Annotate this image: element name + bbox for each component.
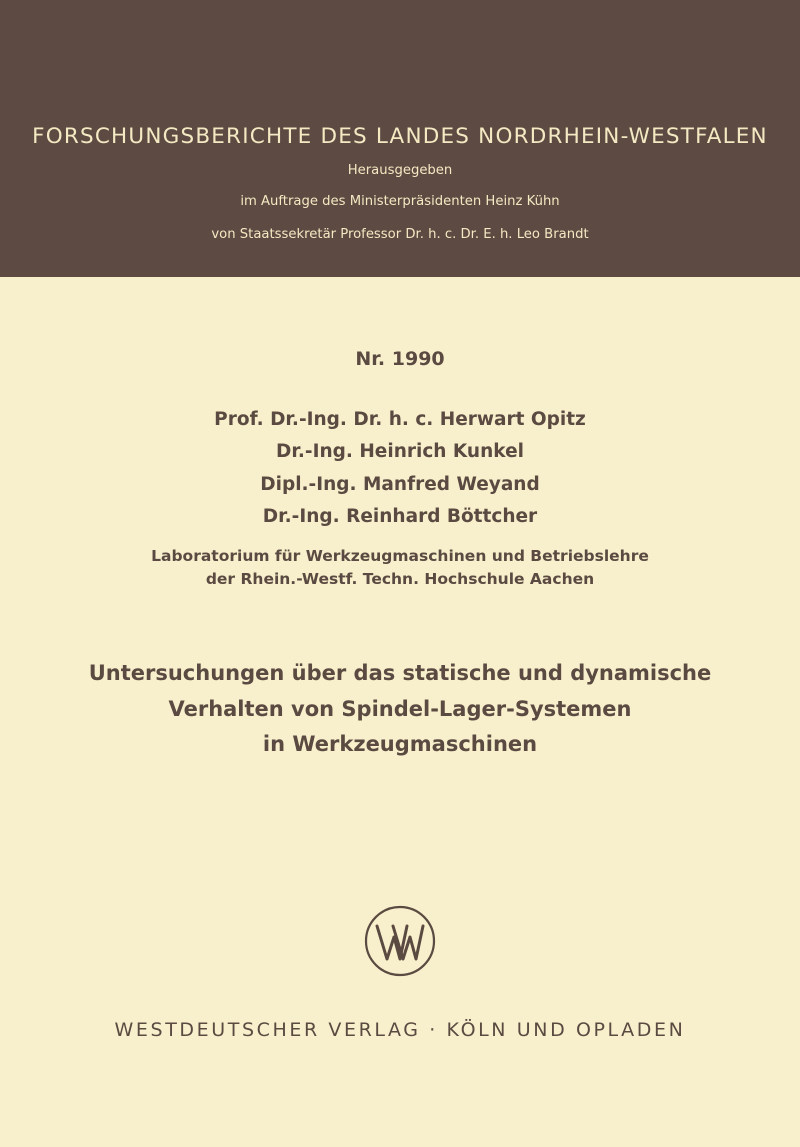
editor-line-3: von Staatssekretär Professor Dr. h. c. Dr. E. h. Leo Brandt <box>211 227 589 242</box>
author-3: Dipl.-Ing. Manfred Weyand <box>260 474 540 495</box>
report-number: Nr. 1990 <box>355 348 445 370</box>
header-band <box>0 0 800 277</box>
publisher-line: WESTDEUTSCHER VERLAG · KÖLN UND OPLADEN <box>114 1019 686 1041</box>
institution-line-2: der Rhein.-Westf. Techn. Hochschule Aachen <box>205 570 595 588</box>
author-4: Dr.-Ing. Reinhard Böttcher <box>262 506 538 527</box>
series-title: FORSCHUNGSBERICHTE DES LANDES NORDRHEIN-WESTFALEN <box>32 124 768 149</box>
westdeutscher-verlag-logo-icon <box>363 904 437 978</box>
title-line-3: in Werkzeugmaschinen <box>262 732 538 756</box>
title-line-1: Untersuchungen über das statische und dynamische <box>88 661 712 685</box>
title-line-2: Verhalten von Spindel-Lager-Systemen <box>168 697 632 721</box>
editor-line-2: im Auftrage des Ministerpräsidenten Heinz Kühn <box>240 194 560 209</box>
institution-line-1: Laboratorium für Werkzeugmaschinen und Betriebslehre <box>151 547 649 565</box>
author-1: Prof. Dr.-Ing. Dr. h. c. Herwart Opitz <box>214 409 586 430</box>
author-2: Dr.-Ing. Heinrich Kunkel <box>276 441 524 462</box>
editor-line-1: Herausgegeben <box>347 163 453 178</box>
